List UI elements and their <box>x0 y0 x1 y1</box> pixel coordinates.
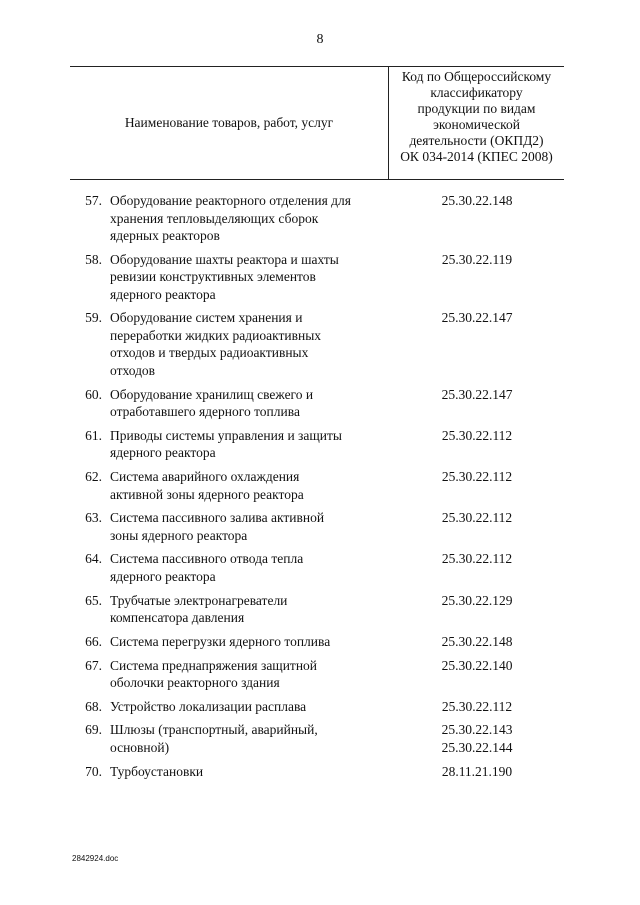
row-name-line: отходов и твердых радиоактивных <box>110 345 309 361</box>
row-name <box>110 657 388 692</box>
row-code-value: 25.30.22.143 <box>441 722 513 738</box>
row-code <box>390 550 564 568</box>
row-name-line: ядерных реакторов <box>110 228 220 243</box>
row-name-line: активной зоны ядерного реактора <box>110 486 304 502</box>
row-number: 65. <box>85 592 102 608</box>
row-code <box>390 721 564 756</box>
header-code-column <box>389 69 564 165</box>
row-name-line: Приводы системы управления и защиты <box>110 427 342 443</box>
row-number: 63. <box>85 510 102 526</box>
row-name-line: компенсатора давления <box>110 610 245 626</box>
row-code-value: 25.30.22.129 <box>441 592 513 608</box>
page-number: 8 <box>316 32 324 47</box>
row-name-line: Шлюзы (транспортный, аварийный, <box>110 722 318 738</box>
row-code-value: 28.11.21.190 <box>441 763 513 779</box>
row-name <box>110 698 388 716</box>
header-name-label: Наименование товаров, работ, услуг <box>124 115 334 130</box>
row-code-value: 25.30.22.147 <box>441 310 513 326</box>
row-code-value: 25.30.22.112 <box>441 427 513 443</box>
row-name-line: Оборудование систем хранения и <box>110 310 303 326</box>
row-number: 60. <box>85 386 102 402</box>
row-name <box>110 550 388 585</box>
row-code <box>390 633 564 651</box>
row-number: 64. <box>85 551 102 567</box>
row-code <box>390 386 564 404</box>
row-code <box>390 592 564 610</box>
row-name-line: основной) <box>110 739 170 755</box>
row-code <box>390 763 564 781</box>
row-number: 57. <box>85 193 102 208</box>
row-number: 61. <box>85 427 102 443</box>
row-code-value: 25.30.22.112 <box>441 551 513 567</box>
row-number: 68. <box>85 698 102 714</box>
row-name-line: оболочки реакторного здания <box>110 675 280 690</box>
row-code <box>390 309 564 327</box>
row-name-line: Система аварийного охлаждения <box>110 469 300 484</box>
header-code-line: деятельности (ОКПД2) <box>409 133 544 148</box>
row-number: 58. <box>85 251 102 267</box>
row-name <box>110 509 388 544</box>
row-name-line: Система пассивного отвода тепла <box>110 551 304 567</box>
header-code-line: Код по Общероссийскому <box>401 69 552 84</box>
row-name-line: Оборудование реакторного отделения для <box>110 193 351 208</box>
row-code-value: 25.30.22.112 <box>441 510 513 526</box>
row-name-line: Трубчатые электронагреватели <box>110 592 288 608</box>
row-name-line: зоны ядерного реактора <box>110 527 248 543</box>
row-name-line: Система пассивного залива активной <box>110 510 325 526</box>
row-name-line: Система перегрузки ядерного топлива <box>110 633 331 649</box>
row-code-value: 25.30.22.147 <box>441 386 513 402</box>
header-code-line: продукции по видам <box>417 101 536 116</box>
row-name <box>110 192 388 245</box>
row-name-line: ядерного реактора <box>110 445 216 461</box>
row-name <box>110 763 388 781</box>
row-name <box>110 386 388 421</box>
row-code-value: 25.30.22.112 <box>441 698 513 714</box>
row-name-line: переработки жидких радиоактивных <box>110 327 322 343</box>
row-number: 62. <box>85 469 102 484</box>
row-code <box>390 698 564 716</box>
row-name <box>110 251 388 304</box>
row-name-line: отработавшего ядерного топлива <box>110 404 300 420</box>
row-name <box>110 721 388 756</box>
row-code-value: 25.30.22.119 <box>441 251 513 267</box>
row-code <box>390 251 564 269</box>
row-code <box>390 509 564 527</box>
row-code <box>390 468 564 486</box>
row-number: 69. <box>85 722 102 738</box>
row-number: 66. <box>85 633 102 649</box>
row-name-line: Оборудование шахты реактора и шахты <box>110 251 339 267</box>
document-filename: 2842924.doc <box>72 854 119 863</box>
row-number: 59. <box>85 310 102 326</box>
row-name-line: отходов <box>110 362 156 378</box>
row-code-value: 25.30.22.148 <box>441 633 513 649</box>
row-number: 67. <box>85 657 102 673</box>
row-code <box>390 427 564 445</box>
row-name <box>110 468 388 503</box>
row-name-line: ядерного реактора <box>110 568 216 584</box>
row-name-line: ревизии конструктивных элементов <box>110 269 316 285</box>
row-code <box>390 657 564 675</box>
row-name <box>110 309 388 379</box>
row-name-line: Устройство локализации расплава <box>110 698 307 714</box>
row-number: 70. <box>85 763 102 779</box>
row-name-line: Система преднапряжения защитной <box>110 657 318 673</box>
row-name-line: хранения тепловыделяющих сборок <box>110 210 319 226</box>
row-code-value: 25.30.22.148 <box>441 193 513 208</box>
row-code-value: 25.30.22.144 <box>441 739 513 755</box>
row-code <box>390 192 564 210</box>
header-code-line: классификатору <box>430 85 523 100</box>
header-code-line: экономической <box>433 117 520 132</box>
header-code-line: ОК 034-2014 (КПЕС 2008) <box>400 149 553 164</box>
row-code-value: 25.30.22.140 <box>441 657 513 673</box>
header-name-column <box>70 67 388 179</box>
row-name <box>110 633 388 651</box>
row-name-line: Турбоустановки <box>110 763 204 779</box>
row-name <box>110 427 388 462</box>
row-code-value: 25.30.22.112 <box>441 469 513 484</box>
row-name-line: Оборудование хранилищ свежего и <box>110 386 314 402</box>
table-header <box>70 66 564 180</box>
row-name <box>110 592 388 627</box>
row-name-line: ядерного реактора <box>110 286 216 302</box>
goods-table <box>70 66 564 180</box>
